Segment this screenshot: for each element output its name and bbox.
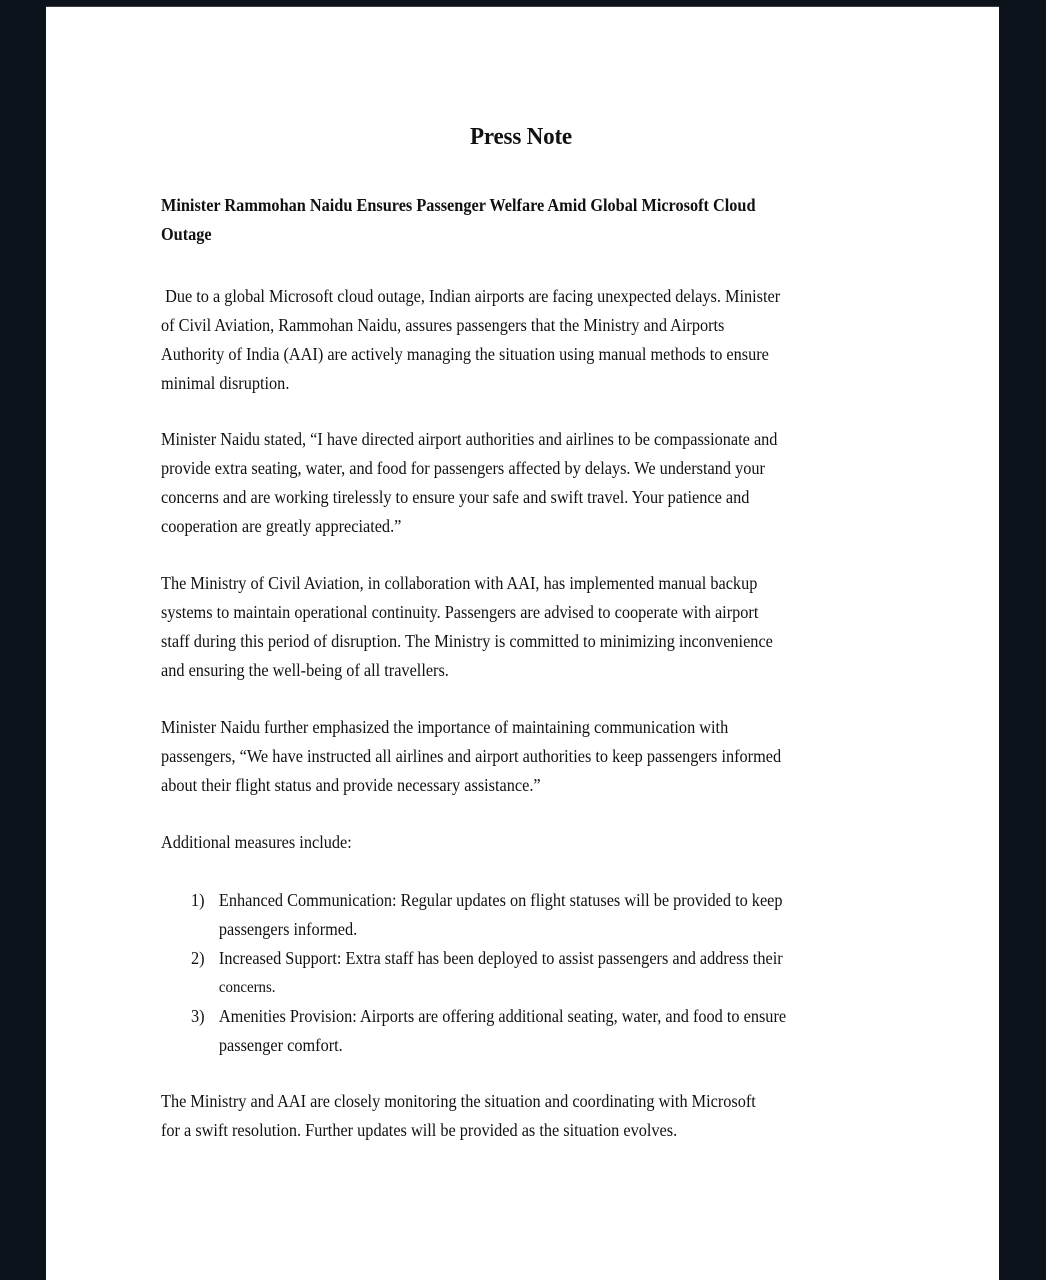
- paragraph-line: about their flight status and provide necessary assistance.”: [161, 775, 541, 795]
- headline-line: Minister Rammohan Naidu Ensures Passenger Welfare Amid Global Microsoft Cloud: [161, 195, 756, 215]
- headline-line: Outage: [161, 224, 212, 244]
- paragraph-line: minimal disruption.: [161, 373, 290, 393]
- paragraph-line: provide extra seating, water, and food for passengers affected by delays. We understand your: [161, 458, 765, 478]
- page-top-border: [46, 6, 999, 7]
- paragraph-line: concerns and are working tirelessly to ensure your safe and swift travel. Your patience and: [161, 487, 750, 507]
- list-item: [191, 886, 861, 944]
- list-number: 3): [191, 1006, 205, 1026]
- paragraph-intro: [161, 282, 868, 398]
- list-line: passenger comfort.: [218, 1035, 343, 1055]
- document-page: [46, 6, 999, 1280]
- measures-intro: [161, 828, 868, 857]
- paragraph-line: of Civil Aviation, Rammohan Naidu, assures passengers that the Ministry and Airports: [161, 315, 725, 335]
- paragraph-line: Authority of India (AAI) are actively managing the situation using manual methods to ensure: [161, 344, 769, 364]
- list-line: Increased Support: Extra staff has been deployed to assist passengers and address their: [218, 948, 783, 968]
- paragraph-line: passengers, “We have instructed all airlines and airport authorities to keep passengers informed: [161, 746, 782, 766]
- list-number: 2): [191, 948, 205, 968]
- list-number: 1): [191, 890, 205, 910]
- list-item: [191, 1002, 861, 1060]
- paragraph-line: Additional measures include:: [161, 832, 352, 852]
- list-line: concerns.: [218, 979, 276, 996]
- paragraph-ministry-backup: [161, 569, 868, 685]
- paragraph-line: The Ministry and AAI are closely monitoring the situation and coordinating with Microsoft: [161, 1091, 756, 1111]
- headline: [161, 191, 868, 249]
- paragraph-line: systems to maintain operational continuity. Passengers are advised to cooperate with airport: [161, 602, 759, 622]
- paragraph-minister-statement: [161, 425, 868, 541]
- paragraph-line: cooperation are greatly appreciated.”: [161, 516, 402, 536]
- paragraph-line: for a swift resolution. Further updates will be provided as the situation evolves.: [161, 1120, 678, 1140]
- paragraph-line: and ensuring the well-being of all travellers.: [161, 660, 449, 680]
- paragraph-line: Minister Naidu further emphasized the importance of maintaining communication with: [161, 717, 729, 737]
- paragraph-line: The Ministry of Civil Aviation, in collaboration with AAI, has implemented manual backup: [161, 573, 758, 593]
- list-line: Enhanced Communication: Regular updates on flight statuses will be provided to keep: [218, 890, 783, 910]
- list-line: Amenities Provision: Airports are offering additional seating, water, and food to ensure: [218, 1006, 787, 1026]
- list-line: passengers informed.: [218, 919, 358, 939]
- measures-list: [191, 886, 861, 1060]
- page-title: Press Note: [470, 124, 572, 150]
- paragraph-line: Due to a global Microsoft cloud outage, Indian airports are facing unexpected delays. Minister: [161, 286, 781, 306]
- paragraph-communication: [161, 713, 868, 800]
- paragraph-line: Minister Naidu stated, “I have directed airport authorities and airlines to be compassionate and: [161, 429, 778, 449]
- paragraph-closing: [161, 1087, 868, 1145]
- paragraph-line: staff during this period of disruption. The Ministry is committed to minimizing inconvenience: [161, 631, 773, 651]
- list-item: [191, 944, 861, 1002]
